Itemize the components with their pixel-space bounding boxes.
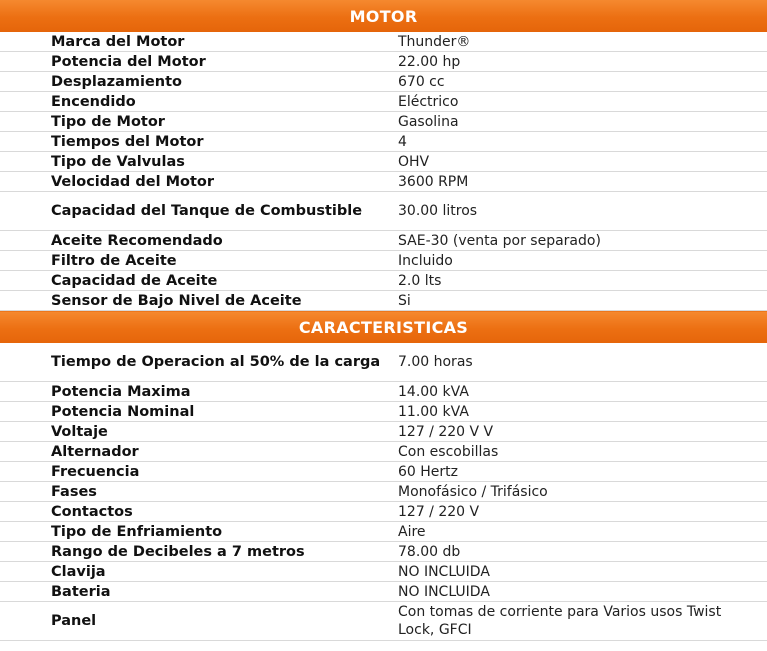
table-row	[0, 192, 767, 231]
table-row	[0, 522, 767, 542]
spec-value: Con tomas de corriente para Varios usos Twist Lock, GFCI	[393, 602, 767, 641]
table-row	[0, 382, 767, 402]
spec-label: Clavija	[0, 562, 393, 582]
spec-value: SAE-30 (venta por separado)	[393, 231, 767, 251]
table-row	[0, 152, 767, 172]
spec-value: Aire	[393, 522, 767, 542]
spec-value: 22.00 hp	[393, 52, 767, 72]
table-row	[0, 172, 767, 192]
spec-value: 127 / 220 V V	[393, 422, 767, 442]
spec-value: 127 / 220 V	[393, 502, 767, 522]
table-row	[0, 422, 767, 442]
spec-label: Marca del Motor	[0, 32, 393, 52]
table-row	[0, 343, 767, 382]
spec-value: 60 Hertz	[393, 462, 767, 482]
table-row	[0, 92, 767, 112]
table-row	[0, 132, 767, 152]
spec-label: Tipo de Motor	[0, 112, 393, 132]
spec-value: Gasolina	[393, 112, 767, 132]
spec-label: Potencia Maxima	[0, 382, 393, 402]
spec-label: Rango de Decibeles a 7 metros	[0, 542, 393, 562]
section-title: CARACTERISTICAS	[0, 311, 767, 344]
spec-value: NO INCLUIDA	[393, 562, 767, 582]
spec-label: Sensor de Bajo Nivel de Aceite	[0, 291, 393, 311]
table-row	[0, 271, 767, 291]
spec-value: 14.00 kVA	[393, 382, 767, 402]
spec-value: 30.00 litros	[393, 192, 767, 231]
spec-value: Incluido	[393, 251, 767, 271]
table-row	[0, 32, 767, 52]
spec-label: Encendido	[0, 92, 393, 112]
spec-label: Frecuencia	[0, 462, 393, 482]
spec-label: Velocidad del Motor	[0, 172, 393, 192]
table-row	[0, 251, 767, 271]
table-row	[0, 542, 767, 562]
spec-label: Capacidad de Aceite	[0, 271, 393, 291]
table-row	[0, 231, 767, 251]
spec-label: Voltaje	[0, 422, 393, 442]
spec-label: Panel	[0, 602, 393, 641]
spec-value: 670 cc	[393, 72, 767, 92]
section-header-motor	[0, 0, 767, 32]
table-row	[0, 112, 767, 132]
section-title: MOTOR	[0, 0, 767, 32]
spec-label: Filtro de Aceite	[0, 251, 393, 271]
spec-label: Tiempos del Motor	[0, 132, 393, 152]
table-row	[0, 602, 767, 641]
section-motor	[0, 0, 767, 311]
table-row	[0, 582, 767, 602]
spec-label: Tipo de Valvulas	[0, 152, 393, 172]
spec-value: Thunder®	[393, 32, 767, 52]
table-row	[0, 291, 767, 311]
spec-label: Tiempo de Operacion al 50% de la carga	[0, 343, 393, 382]
table-row	[0, 482, 767, 502]
spec-label: Fases	[0, 482, 393, 502]
spec-value: Si	[393, 291, 767, 311]
spec-value: 4	[393, 132, 767, 152]
table-row	[0, 502, 767, 522]
table-row	[0, 462, 767, 482]
spec-value: OHV	[393, 152, 767, 172]
section-header-caracteristicas	[0, 311, 767, 344]
section-caracteristicas	[0, 311, 767, 641]
spec-value: Monofásico / Trifásico	[393, 482, 767, 502]
spec-label: Potencia del Motor	[0, 52, 393, 72]
spec-label: Contactos	[0, 502, 393, 522]
spec-label: Desplazamiento	[0, 72, 393, 92]
spec-value: Con escobillas	[393, 442, 767, 462]
spec-value: 3600 RPM	[393, 172, 767, 192]
spec-value: Eléctrico	[393, 92, 767, 112]
table-row	[0, 562, 767, 582]
spec-value: 7.00 horas	[393, 343, 767, 382]
spec-label: Bateria	[0, 582, 393, 602]
table-row	[0, 402, 767, 422]
spec-value: 78.00 db	[393, 542, 767, 562]
spec-label: Potencia Nominal	[0, 402, 393, 422]
spec-label: Capacidad del Tanque de Combustible	[0, 192, 393, 231]
spec-value: 11.00 kVA	[393, 402, 767, 422]
spec-value: 2.0 lts	[393, 271, 767, 291]
spec-value: NO INCLUIDA	[393, 582, 767, 602]
table-row	[0, 52, 767, 72]
table-row	[0, 442, 767, 462]
spec-label: Aceite Recomendado	[0, 231, 393, 251]
table-row	[0, 72, 767, 92]
spec-label: Alternador	[0, 442, 393, 462]
spec-label: Tipo de Enfriamiento	[0, 522, 393, 542]
